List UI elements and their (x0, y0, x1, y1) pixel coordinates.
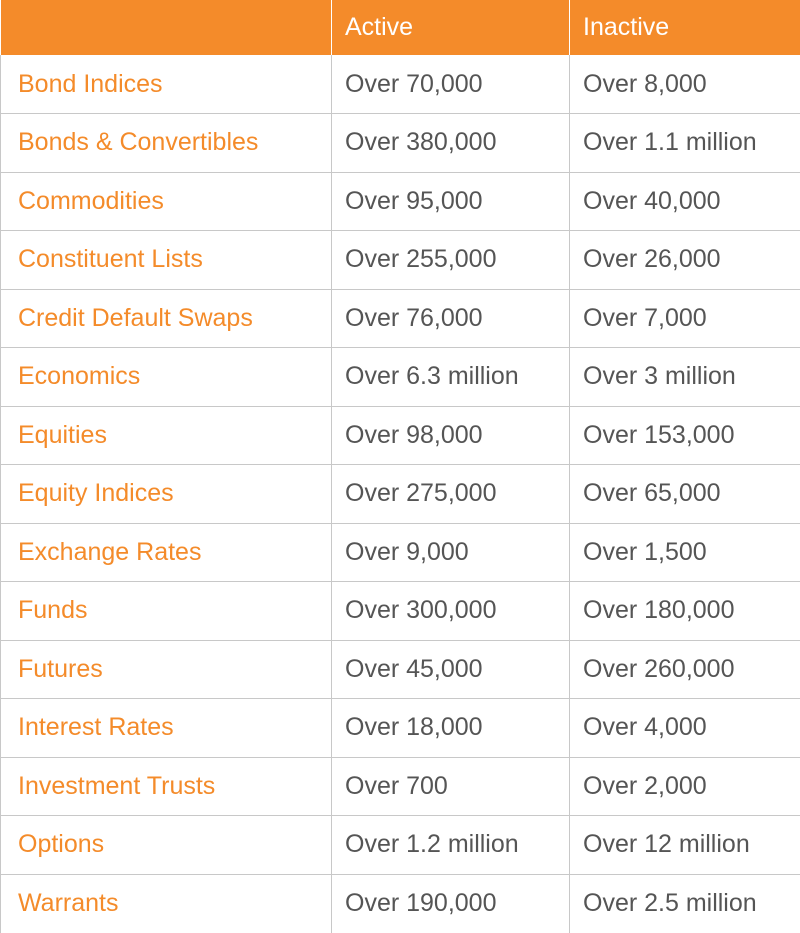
table-row (1, 55, 800, 114)
category-cell: Funds (1, 582, 332, 641)
table-row (1, 640, 800, 699)
table-row (1, 172, 800, 231)
inactive-cell: Over 2.5 million (570, 874, 800, 933)
inactive-cell: Over 12 million (570, 816, 800, 875)
inactive-cell: Over 3 million (570, 348, 800, 407)
active-cell: Over 95,000 (332, 172, 570, 231)
category-cell: Options (1, 816, 332, 875)
active-cell: Over 190,000 (332, 874, 570, 933)
inactive-cell: Over 4,000 (570, 699, 800, 758)
active-cell: Over 1.2 million (332, 816, 570, 875)
inactive-cell: Over 65,000 (570, 465, 800, 524)
inactive-cell: Over 8,000 (570, 55, 800, 114)
inactive-cell: Over 1,500 (570, 523, 800, 582)
inactive-cell: Over 40,000 (570, 172, 800, 231)
category-cell: Exchange Rates (1, 523, 332, 582)
table-row (1, 465, 800, 524)
inactive-cell: Over 260,000 (570, 640, 800, 699)
category-cell: Investment Trusts (1, 757, 332, 816)
table-row (1, 757, 800, 816)
category-cell: Bond Indices (1, 55, 332, 114)
category-cell: Credit Default Swaps (1, 289, 332, 348)
header-category (1, 0, 332, 55)
inactive-cell: Over 7,000 (570, 289, 800, 348)
inactive-cell: Over 2,000 (570, 757, 800, 816)
category-cell: Interest Rates (1, 699, 332, 758)
active-cell: Over 380,000 (332, 114, 570, 173)
inactive-cell: Over 180,000 (570, 582, 800, 641)
table-row (1, 874, 800, 933)
active-cell: Over 98,000 (332, 406, 570, 465)
inactive-cell: Over 26,000 (570, 231, 800, 290)
table-row (1, 231, 800, 290)
table-row (1, 699, 800, 758)
active-cell: Over 9,000 (332, 523, 570, 582)
active-cell: Over 700 (332, 757, 570, 816)
table-row (1, 348, 800, 407)
inactive-cell: Over 1.1 million (570, 114, 800, 173)
active-cell: Over 70,000 (332, 55, 570, 114)
active-cell: Over 300,000 (332, 582, 570, 641)
table-row (1, 289, 800, 348)
category-cell: Warrants (1, 874, 332, 933)
table-header-row (1, 0, 800, 55)
category-cell: Economics (1, 348, 332, 407)
active-cell: Over 6.3 million (332, 348, 570, 407)
active-cell: Over 18,000 (332, 699, 570, 758)
header-active: Active (332, 0, 570, 55)
category-cell: Equity Indices (1, 465, 332, 524)
category-cell: Bonds & Convertibles (1, 114, 332, 173)
category-cell: Futures (1, 640, 332, 699)
header-inactive: Inactive (570, 0, 800, 55)
table-row (1, 816, 800, 875)
category-cell: Equities (1, 406, 332, 465)
table-row (1, 582, 800, 641)
active-cell: Over 45,000 (332, 640, 570, 699)
category-cell: Constituent Lists (1, 231, 332, 290)
active-cell: Over 255,000 (332, 231, 570, 290)
table-row (1, 114, 800, 173)
table-row (1, 406, 800, 465)
category-cell: Commodities (1, 172, 332, 231)
active-cell: Over 76,000 (332, 289, 570, 348)
table-row (1, 523, 800, 582)
active-cell: Over 275,000 (332, 465, 570, 524)
inactive-cell: Over 153,000 (570, 406, 800, 465)
